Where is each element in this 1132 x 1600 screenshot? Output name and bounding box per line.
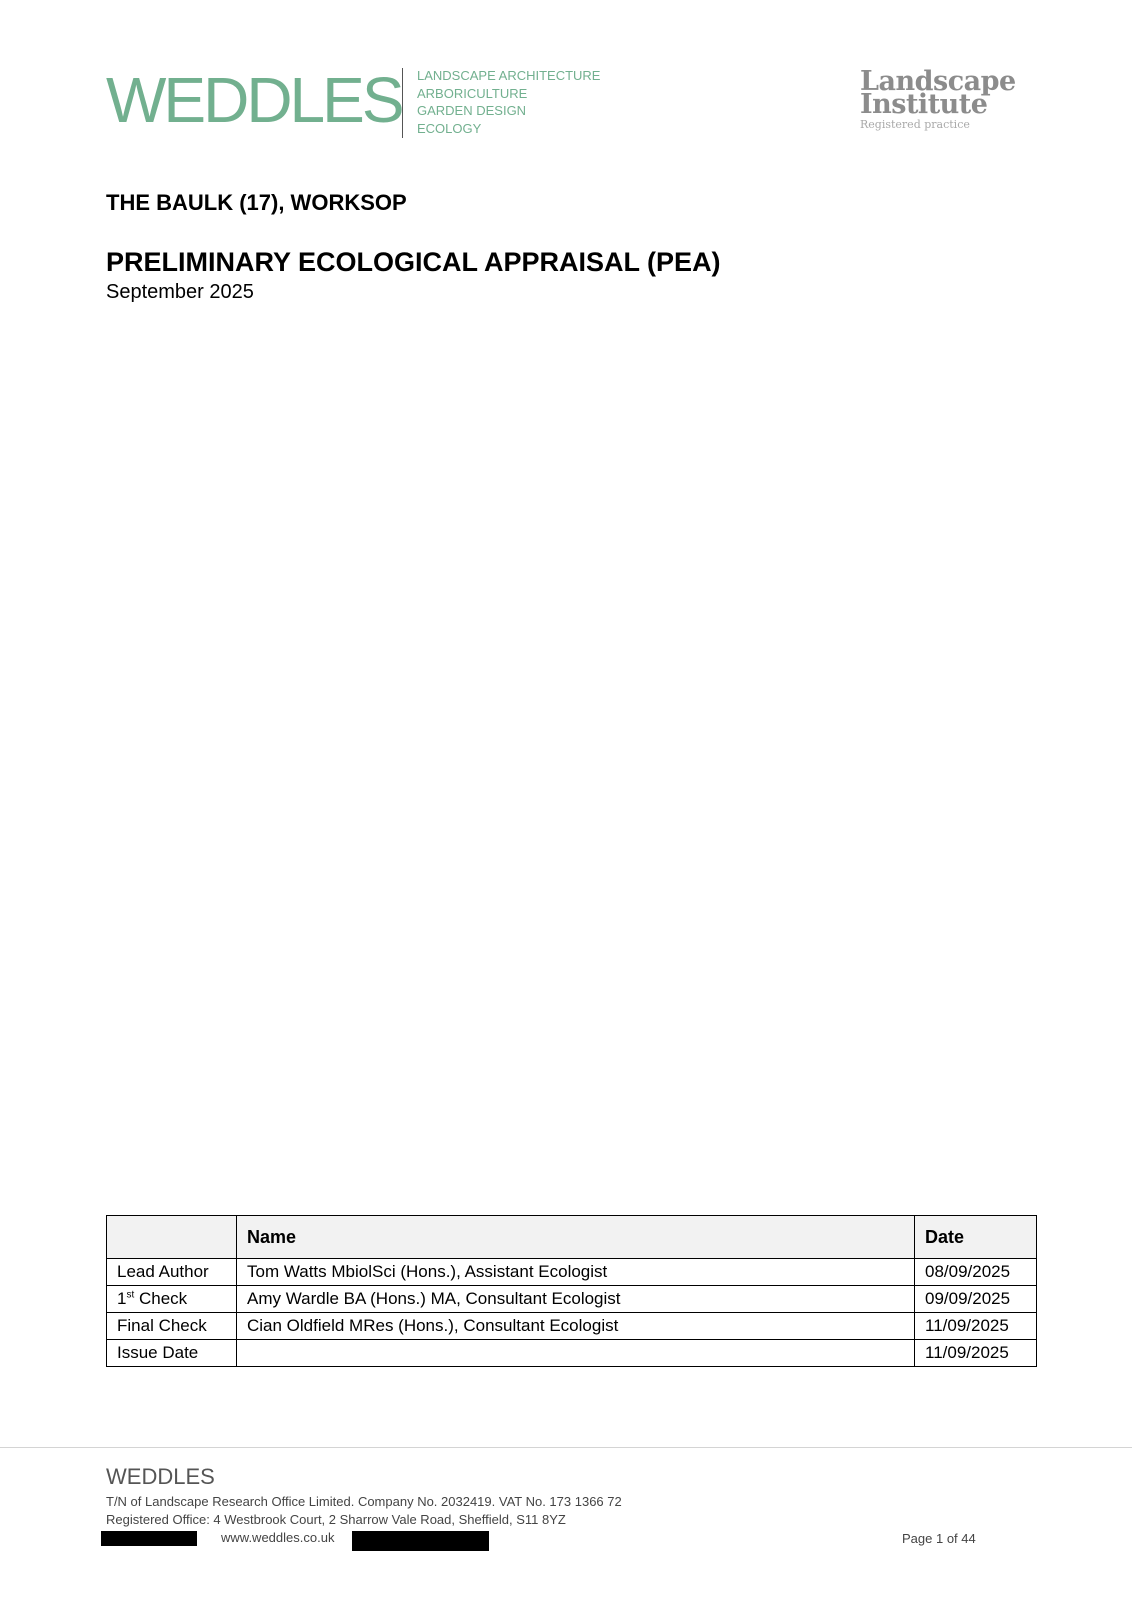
footer-brand: WEDDLES bbox=[106, 1464, 215, 1489]
date-cell: 08/09/2025 bbox=[915, 1259, 1037, 1286]
services-list bbox=[417, 67, 600, 137]
service-item: ARBORICULTURE bbox=[417, 85, 528, 101]
weddles-logo: WEDDLES bbox=[106, 64, 402, 136]
header-cell-role bbox=[107, 1216, 237, 1259]
footer-address: Registered Office: 4 Westbrook Court, 2 Sharrow Vale Road, Sheffield, S11 8YZ bbox=[106, 1512, 566, 1527]
li-logo-line-2: Institute bbox=[860, 89, 988, 120]
role-superscript: st bbox=[126, 1289, 135, 1301]
date-cell: 11/09/2025 bbox=[915, 1313, 1037, 1340]
role-cell: Lead Author bbox=[107, 1259, 237, 1286]
role-suffix: Check bbox=[134, 1289, 188, 1308]
table-row bbox=[107, 1259, 1037, 1286]
table-header-row bbox=[107, 1216, 1037, 1259]
table-row bbox=[107, 1313, 1037, 1340]
header-cell-name: Name bbox=[237, 1216, 915, 1259]
site-title: THE BAULK (17), WORKSOP bbox=[106, 190, 407, 215]
date-cell: 09/09/2025 bbox=[915, 1286, 1037, 1313]
document-date: September 2025 bbox=[106, 281, 254, 303]
name-cell: Tom Watts MbiolSci (Hons.), Assistant Ecologist bbox=[237, 1259, 915, 1286]
role-prefix: 1 bbox=[117, 1289, 127, 1308]
footer-divider bbox=[0, 1447, 1132, 1448]
service-item: GARDEN DESIGN bbox=[417, 103, 527, 118]
li-logo-line-3: Registered practice bbox=[860, 118, 970, 131]
name-cell: Amy Wardle BA (Hons.) MA, Consultant Ecologist bbox=[237, 1286, 915, 1313]
role-cell: Final Check bbox=[107, 1313, 237, 1340]
li-logo-line-1: Landscape bbox=[860, 66, 1016, 97]
logo-divider bbox=[402, 68, 403, 138]
table-row bbox=[107, 1286, 1037, 1313]
role-cell: Issue Date bbox=[107, 1340, 237, 1367]
redaction-bar bbox=[101, 1531, 197, 1546]
document-title: PRELIMINARY ECOLOGICAL APPRAISAL (PEA) bbox=[106, 247, 721, 277]
service-item: ECOLOGY bbox=[417, 120, 482, 136]
name-cell: Cian Oldfield MRes (Hons.), Consultant Ecologist bbox=[237, 1313, 915, 1340]
role-cell bbox=[107, 1286, 237, 1313]
page-number: Page 1 of 44 bbox=[902, 1531, 976, 1546]
footer-website-link[interactable]: www.weddles.co.uk bbox=[221, 1530, 335, 1545]
service-item: LANDSCAPE ARCHITECTURE bbox=[417, 68, 601, 83]
landscape-institute-logo bbox=[860, 66, 1020, 131]
table-row bbox=[107, 1340, 1037, 1367]
header-cell-date: Date bbox=[915, 1216, 1037, 1259]
redaction-bar bbox=[352, 1531, 489, 1551]
name-cell bbox=[237, 1340, 915, 1367]
document-check-table bbox=[106, 1215, 1037, 1367]
date-cell: 11/09/2025 bbox=[915, 1340, 1037, 1367]
footer-company-info: T/N of Landscape Research Office Limited. Company No. 2032419. VAT No. 173 1366 72 bbox=[106, 1494, 622, 1509]
